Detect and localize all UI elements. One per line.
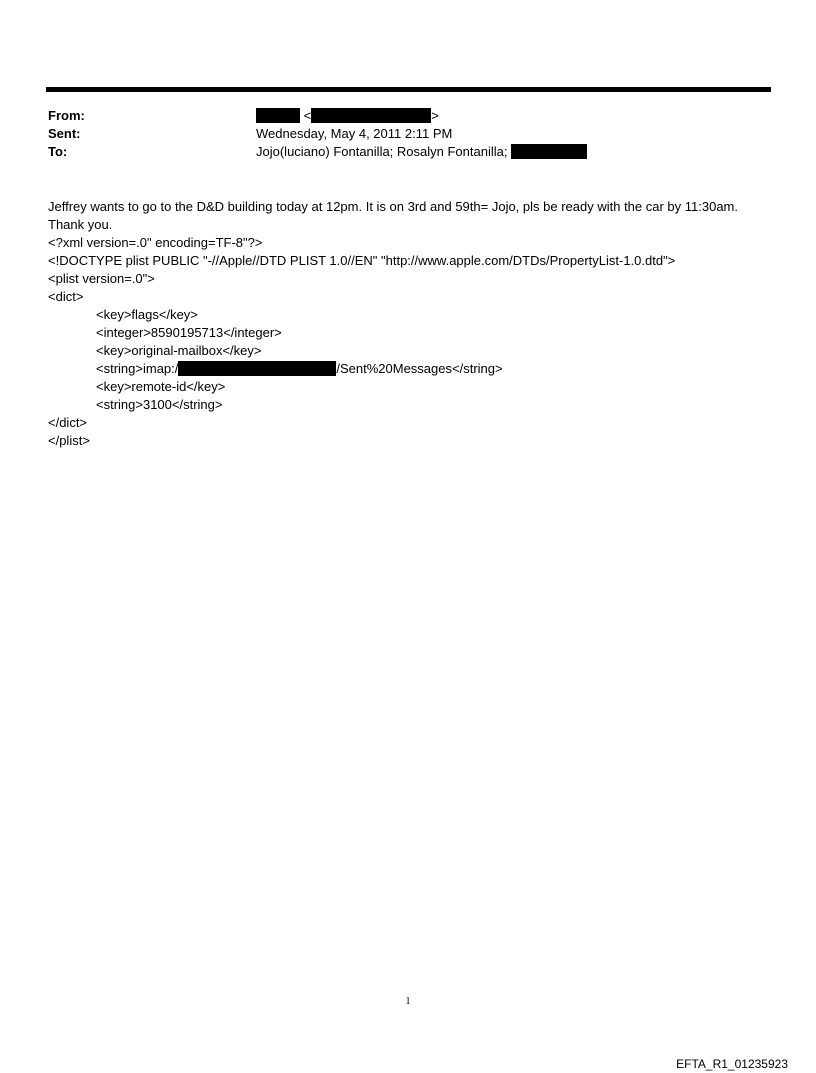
redaction-box [178,361,336,376]
dict-open: <dict> [48,289,84,304]
body-line: Jeffrey wants to go to the D&D building today at 12pm. It is on 3rd and 59th= Jojo, pls be ready with the car by 11:30am. [48,199,739,214]
sent-value: Wednesday, May 4, 2011 2:11 PM [256,126,453,141]
key-flags: <key>flags</key> [96,307,198,322]
body-line: Thank you. [48,217,113,232]
redaction-box [311,108,431,123]
from-label: From: [48,108,85,123]
document-id: EFTA_R1_01235923 [676,1057,788,1071]
doctype-line: <!DOCTYPE plist PUBLIC "-//Apple//DTD PLIST 1.0//EN" "http://www.apple.com/DTDs/PropertyList-1.0.dtd"> [48,253,676,268]
plist-open: <plist version=.0"> [48,271,155,286]
dict-close: </dict> [48,415,88,430]
from-gt: > [431,108,439,123]
string-imap [48,360,778,378]
imap-start: <string>imap:/ [96,361,179,376]
from-lt: < [303,108,312,123]
to-value [256,143,587,161]
redaction-box [256,108,300,123]
sent-label: Sent: [48,126,81,141]
email-header [48,107,768,161]
plist-close: </plist> [48,433,90,448]
xml-declaration: <?xml version=.0" encoding=TF-8"?> [48,235,263,250]
integer-flags: <integer>8590195713</integer> [96,325,282,340]
from-value [256,107,439,125]
to-recipients: Jojo(luciano) Fontanilla; Rosalyn Fontanilla; [256,144,508,159]
from-row [48,107,768,125]
message-body [48,198,778,450]
sent-row [48,125,768,143]
to-row [48,143,768,161]
key-mailbox: <key>original-mailbox</key> [96,343,262,358]
string-remote: <string>3100</string> [96,397,223,412]
page-number: 1 [405,996,411,1007]
imap-end: /Sent%20Messages</string> [336,361,503,376]
to-label: To: [48,144,68,159]
redaction-box [511,144,587,159]
key-remote: <key>remote-id</key> [96,379,226,394]
header-rule [46,87,771,92]
